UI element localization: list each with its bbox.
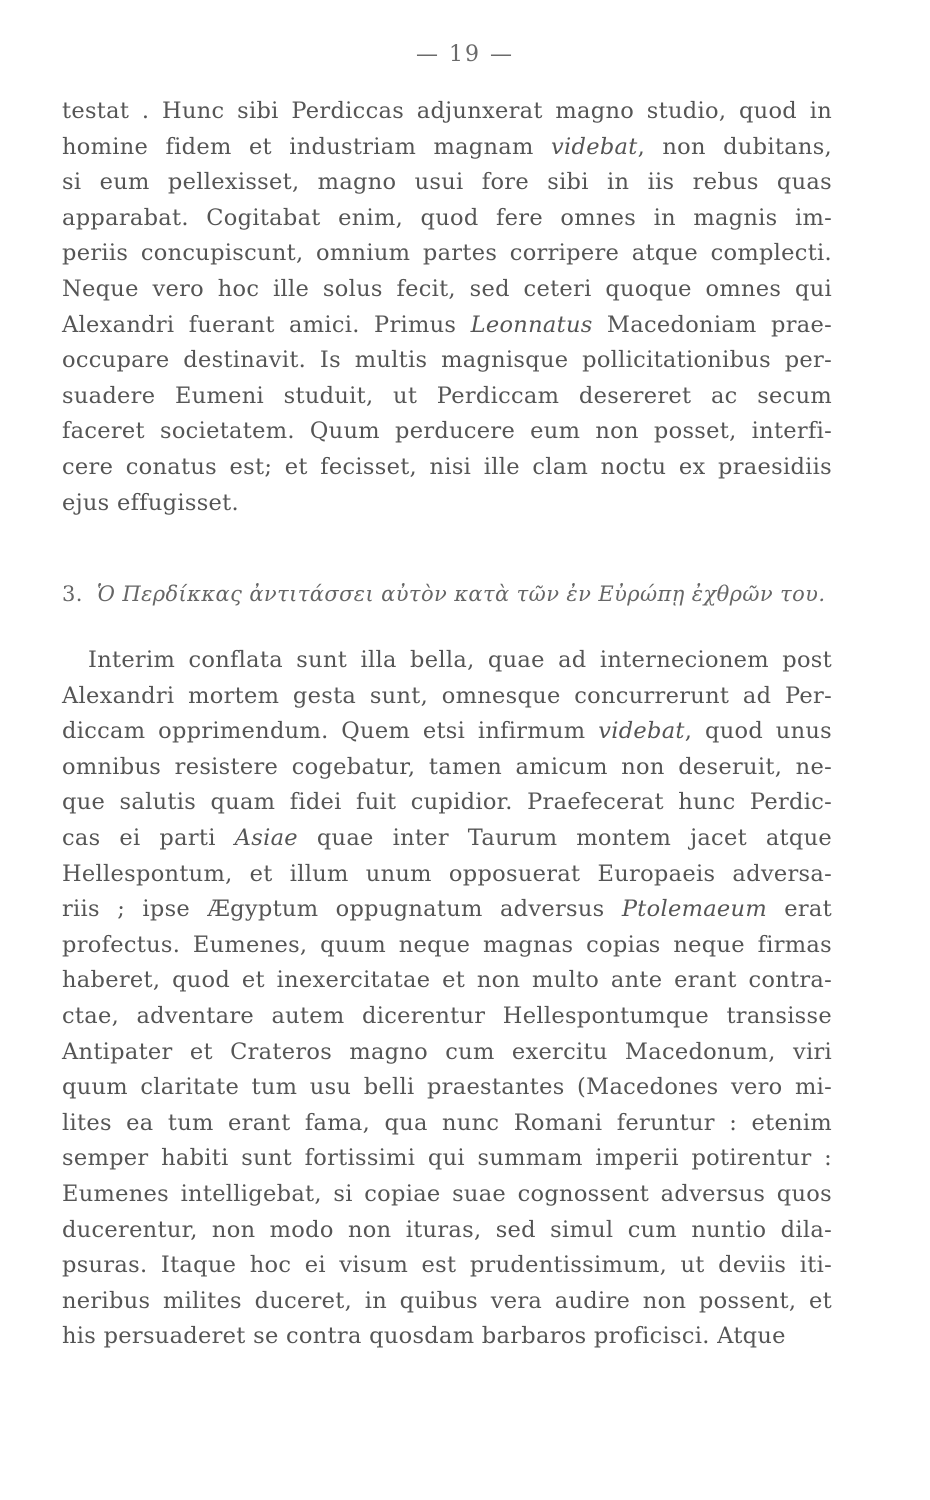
page-number: — 19 — [416, 42, 514, 67]
paragraph-2 [62, 643, 832, 1355]
text-line: suadere Eumeni studuit, ut Perdiccam desereret ac secum [62, 382, 832, 409]
text-line: quum claritate tum usu belli praestantes (Macedones vero mi- [62, 1074, 832, 1101]
text-line: cas ei parti Asiae quae inter Taurum montem jacet atque [62, 824, 833, 851]
text-line: riis ; ipse Ægyptum oppugnatum adversus Ptolemaeum erat [62, 896, 832, 923]
text-line: omnibus resistere cogebatur, tamen amicum non deseruit, ne- [62, 753, 832, 780]
text-line: his persuaderet se contra quosdam barbaros proficisci. Atque [62, 1323, 786, 1350]
text-line: faceret societatem. Quum perducere eum non posset, interfi- [62, 418, 832, 445]
text-line: testat . Hunc sibi Perdiccas adjunxerat magno studio, quod in [62, 98, 832, 124]
text-line: ducerentur, non modo non ituras, sed simul cum nuntio dila- [62, 1216, 832, 1243]
text-line: ctae, adventare autem dicerentur Hellespontumque transisse [62, 1002, 832, 1029]
text-line: occupare destinavit. Is multis magnisque pollicitationibus per- [62, 347, 832, 374]
text-line: neribus milites duceret, in quibus vera audire non possent, et [62, 1287, 832, 1314]
section-heading [62, 582, 832, 606]
text-line: psuras. Itaque hoc ei visum est prudentissimum, ut deviis iti- [62, 1252, 832, 1279]
section-number: 3. [62, 582, 83, 606]
text-line: Alexandri mortem gesta sunt, omnesque concurrerunt ad Per- [62, 682, 832, 709]
text-line: Eumenes intelligebat, si copiae suae cognossent adversus quos [62, 1180, 832, 1207]
text-line: Alexandri fuerant amici. Primus Leonnatus Macedoniam prae- [62, 311, 832, 338]
text-line: que salutis quam fidei fuit cupidior. Praefecerat hunc Perdic- [62, 789, 832, 816]
paragraph-1 [62, 94, 832, 521]
text-line: Interim conflata sunt illa bella, quae ad internecionem post [88, 647, 832, 673]
text-line: cere conatus est; et fecisset, nisi ille clam noctu ex praesidiis [62, 453, 832, 480]
section-title: Ὁ Περδίκκας ἀντιτάσσει αὐτὸν κατὰ τῶν ἐν Εὐρώπῃ ἐχθρῶν του. [96, 582, 826, 606]
text-line: ejus effugisset. [62, 489, 239, 516]
text-line: homine fidem et industriam magnam videbat, non dubitans, [62, 133, 832, 160]
text-line: diccam opprimendum. Quem etsi infirmum videbat, quod unus [62, 718, 833, 745]
text-line: haberet, quod et inexercitatae et non multo ante erant contra- [62, 967, 832, 994]
text-line: periis concupiscunt, omnium partes corripere atque complecti. [62, 240, 832, 267]
text-line: Antipater et Crateros magno cum exercitu Macedonum, viri [62, 1038, 832, 1065]
text-line: profectus. Eumenes, quum neque magnas copias neque firmas [62, 931, 832, 958]
text-line: lites ea tum erant fama, qua nunc Romani feruntur : etenim [62, 1109, 832, 1136]
text-line: apparabat. Cogitabat enim, quod fere omnes in magnis im- [62, 204, 832, 231]
text-line: Neque vero hoc ille solus fecit, sed ceteri quoque omnes qui [62, 275, 832, 302]
text-line: Hellespontum, et illum unum opposuerat Europaeis adversa- [62, 860, 832, 887]
text-line: si eum pellexisset, magno usui fore sibi in iis rebus quas [62, 169, 832, 196]
text-line: semper habiti sunt fortissimi qui summam imperii potirentur : [62, 1145, 832, 1172]
